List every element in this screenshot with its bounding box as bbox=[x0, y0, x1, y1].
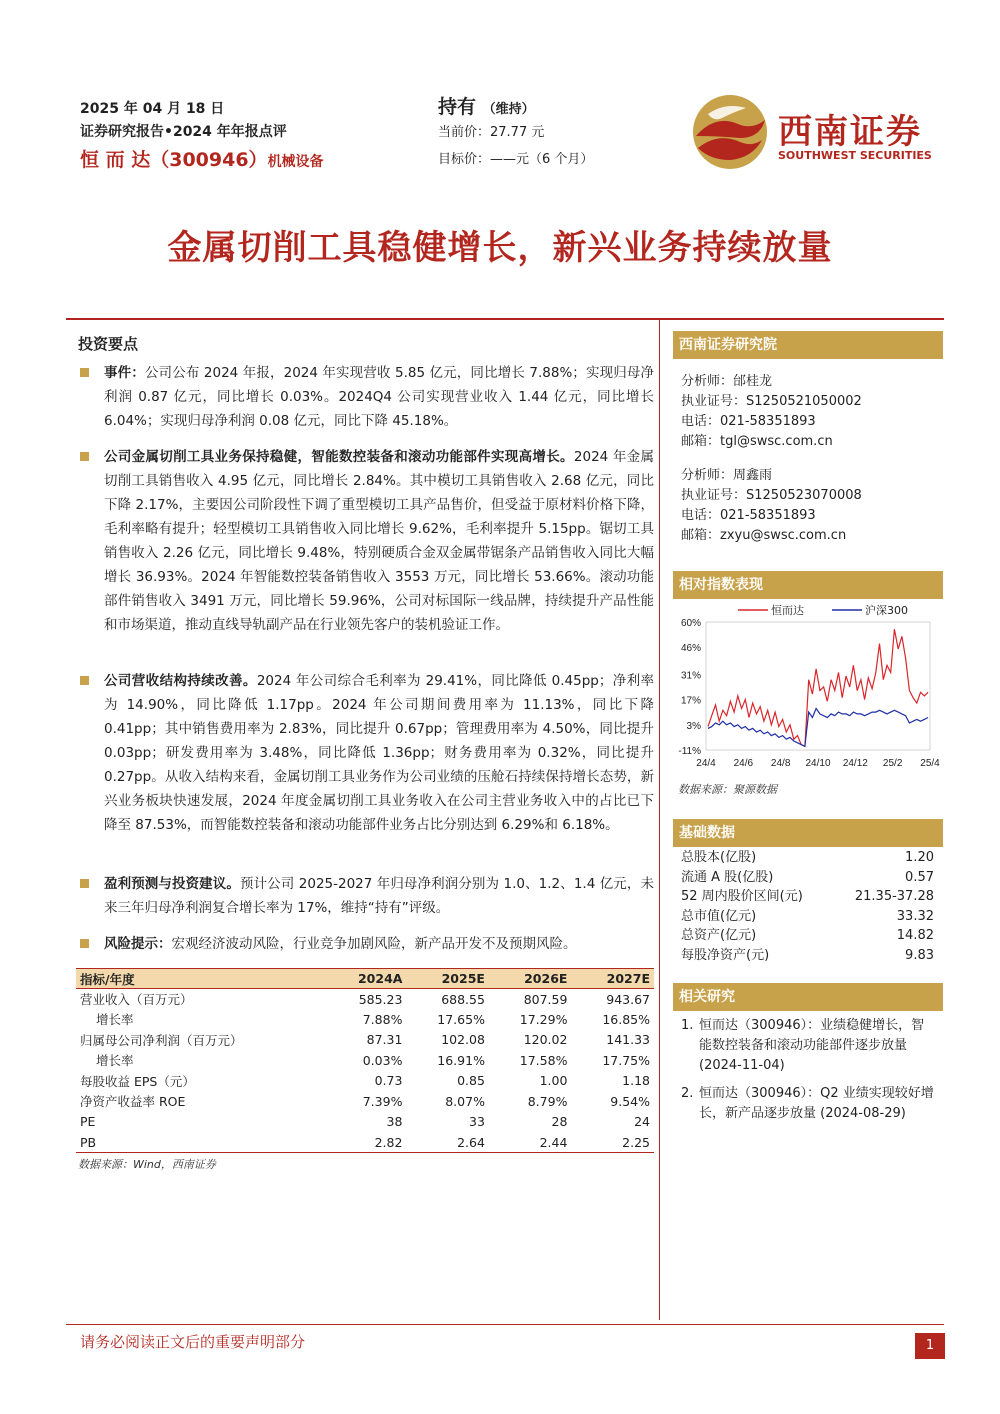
table-cell: 17.75% bbox=[602, 1052, 650, 1068]
basic-data-list bbox=[681, 848, 934, 965]
stock-name: 恒 而 达（300946） bbox=[80, 149, 268, 171]
table-row bbox=[76, 1132, 654, 1153]
investment-points-label: 投资要点 bbox=[78, 335, 139, 353]
rating: 持有 bbox=[438, 96, 477, 118]
bullet-icon bbox=[80, 368, 89, 377]
page-number: 1 bbox=[915, 1333, 945, 1359]
stock-name-line bbox=[80, 145, 324, 172]
basic-label: 流通 A 股(亿股) bbox=[681, 869, 774, 885]
table-cell: 688.55 bbox=[441, 991, 485, 1007]
institute-header: 西南证券研究院 bbox=[673, 331, 943, 359]
y-tick-label: -11% bbox=[678, 746, 701, 757]
list-item bbox=[681, 887, 934, 907]
x-tick-label: 24/6 bbox=[733, 758, 754, 769]
point-business bbox=[80, 445, 654, 637]
basic-value: 21.35-37.28 bbox=[854, 889, 934, 904]
industry: 机械设备 bbox=[267, 154, 324, 170]
table-cell: 2.25 bbox=[571, 1132, 654, 1153]
logo-text-en: SOUTHWEST SECURITIES bbox=[778, 149, 932, 162]
table-header: 2024A bbox=[329, 969, 407, 989]
table-cell: 2.82 bbox=[329, 1132, 407, 1153]
current-price: 当前价：27.77 元 bbox=[438, 125, 545, 140]
x-tick-label: 24/10 bbox=[805, 758, 831, 769]
legend-label-index: 沪深300 bbox=[865, 604, 908, 617]
row-label: 增长率 bbox=[96, 1012, 134, 1028]
analyst-2 bbox=[681, 466, 862, 546]
logo-text-cn: 西南证券 bbox=[778, 112, 922, 152]
list-item bbox=[681, 926, 934, 946]
table-cell: 120.02 bbox=[523, 1032, 568, 1048]
point-lead: 公司金属切削工具业务保持稳健，智能数控装备和滚动功能部件实现高增长。 bbox=[104, 449, 574, 465]
related-research-list bbox=[681, 1016, 936, 1132]
table-row bbox=[76, 1112, 654, 1133]
point-text: 预计公司 2025-2027 年归母净利润分别为 1.0、1.2、1.4 亿元，未来三年归母净利润复合增长率为 17%，维持“持有”评级。 bbox=[104, 876, 654, 916]
bullet-icon bbox=[80, 452, 89, 461]
table-header-row bbox=[76, 969, 654, 989]
point-text: 2024 年金属切削工具销售收入 4.95 亿元，同比增长 2.84%。其中模切工具销售收入 2.68 亿元，同比下降 2.17%，主要因公司阶段性下调了重型模切工具产品售价，但受益于原材料价格下降，毛利率略有提升；轻型模切工具销售收入同比增长 9.62%，毛利率提升 5.15pp。锯切工具销售收入 2.26 亿元，同比增长 9.48%，特别硬质合金双金属带锯条产品销售收入同比大幅增长 36.93%。2024 年智能数控装备销售收入 3553 万元，同比增长 53.66%。滚动功能部件销售收入 3491 万元，同比增长 59.96%，公司对标国际一线品牌，持续提升产品性能和市场渠道，推动直线导轨副产品在行业领先客户的装机验证工作。 bbox=[104, 449, 654, 633]
list-item bbox=[681, 946, 934, 966]
basic-value: 9.83 bbox=[905, 947, 934, 963]
table-cell: 8.79% bbox=[527, 1093, 568, 1109]
item-number: 2. bbox=[681, 1086, 694, 1101]
x-tick-label: 24/4 bbox=[696, 758, 716, 769]
analyst-email: 邮箱：zxyu@swsc.com.cn bbox=[681, 528, 847, 543]
table-cell: 1.00 bbox=[539, 1073, 568, 1089]
analyst-phone: 电话：021-58351893 bbox=[681, 414, 816, 429]
table-cell: 33 bbox=[469, 1114, 485, 1130]
row-label: PB bbox=[76, 1132, 329, 1153]
table-header: 指标/年度 bbox=[76, 969, 329, 989]
title-divider bbox=[66, 318, 944, 320]
list-item bbox=[681, 868, 934, 888]
analyst-name: 分析师：周鑫雨 bbox=[681, 468, 773, 483]
point-risk bbox=[80, 932, 654, 956]
relative-chart-header: 相对指数表现 bbox=[673, 571, 943, 599]
list-item bbox=[681, 1016, 936, 1076]
table-header: 2027E bbox=[571, 969, 654, 989]
basic-data-header: 基础数据 bbox=[673, 819, 943, 847]
basic-label: 总资产(亿元) bbox=[681, 928, 757, 943]
series-line-stock bbox=[708, 629, 928, 746]
table-row bbox=[76, 1050, 654, 1071]
item-number: 1. bbox=[681, 1018, 694, 1033]
table-cell: 17.65% bbox=[437, 1011, 485, 1027]
table-cell: 0.85 bbox=[457, 1073, 485, 1089]
table-cell: 141.33 bbox=[606, 1032, 650, 1048]
table-cell: 17.58% bbox=[519, 1052, 568, 1068]
table-cell: 24 bbox=[634, 1114, 650, 1130]
table-cell: 2.44 bbox=[489, 1132, 572, 1153]
rating-line bbox=[438, 92, 535, 119]
table-cell: 17.29% bbox=[519, 1011, 568, 1027]
row-label: PE bbox=[80, 1114, 96, 1130]
chart-source-note: 数据来源：聚源数据 bbox=[678, 783, 777, 796]
table-cell: 8.07% bbox=[445, 1093, 485, 1109]
table-header: 2026E bbox=[489, 969, 572, 989]
x-tick-label: 24/12 bbox=[842, 758, 868, 769]
basic-label: 52 周内股价区间(元) bbox=[681, 889, 803, 904]
financial-forecast-table bbox=[76, 968, 654, 1153]
point-event bbox=[80, 361, 654, 433]
y-tick-label: 31% bbox=[680, 670, 701, 682]
table-cell: 16.91% bbox=[437, 1052, 485, 1068]
list-item bbox=[681, 848, 934, 868]
report-date: 2025 年 04 月 18 日 bbox=[80, 101, 225, 117]
point-lead: 事件： bbox=[104, 365, 145, 381]
table-cell: 585.23 bbox=[358, 991, 403, 1007]
table-cell: 2.64 bbox=[406, 1132, 489, 1153]
target-price: 目标价：——元（6 个月） bbox=[438, 152, 594, 167]
table-row bbox=[76, 1030, 654, 1051]
rating-note: （维持） bbox=[482, 102, 535, 117]
table-row bbox=[76, 1091, 654, 1112]
table-cell: 38 bbox=[386, 1114, 403, 1130]
related-research-header: 相关研究 bbox=[673, 983, 943, 1011]
report-title: 金属切削工具稳健增长，新兴业务持续放量 bbox=[167, 228, 833, 268]
point-lead: 公司营收结构持续改善。 bbox=[104, 673, 257, 689]
analyst-email: 邮箱：tgl@swsc.com.cn bbox=[681, 434, 833, 449]
table-cell: 28 bbox=[551, 1114, 568, 1130]
y-tick-label: 60% bbox=[680, 618, 701, 629]
table-header: 2025E bbox=[406, 969, 489, 989]
table-row bbox=[76, 989, 654, 1010]
y-tick-label: 3% bbox=[686, 720, 701, 732]
row-label: 增长率 bbox=[96, 1053, 134, 1069]
table-cell: 7.39% bbox=[362, 1093, 403, 1109]
table-cell: 1.18 bbox=[622, 1073, 650, 1089]
analyst-phone: 电话：021-58351893 bbox=[681, 508, 816, 523]
basic-value: 33.32 bbox=[896, 908, 934, 924]
table-cell: 7.88% bbox=[362, 1011, 403, 1027]
point-text: 宏观经济波动风险，行业竞争加剧风险，新产品开发不及预期风险。 bbox=[171, 936, 577, 952]
list-item bbox=[681, 1084, 936, 1124]
list-item bbox=[681, 907, 934, 927]
table-cell: 943.67 bbox=[606, 991, 650, 1007]
bullet-icon bbox=[80, 676, 89, 685]
analyst-1 bbox=[681, 372, 862, 452]
bullet-icon bbox=[80, 939, 89, 948]
basic-value: 14.82 bbox=[896, 928, 934, 943]
report-type: 证券研究报告•2024 年年报点评 bbox=[80, 124, 287, 140]
row-label: 每股收益 EPS（元） bbox=[80, 1073, 195, 1089]
basic-value: 0.57 bbox=[905, 869, 934, 885]
point-forecast bbox=[80, 872, 654, 920]
footer-divider bbox=[66, 1324, 944, 1325]
y-tick-label: 17% bbox=[680, 695, 701, 707]
southwest-securities-logo-icon bbox=[690, 92, 770, 172]
basic-label: 总股本(亿股) bbox=[681, 850, 757, 865]
x-tick-label: 25/4 bbox=[920, 758, 940, 769]
bullet-icon bbox=[80, 879, 89, 888]
basic-label: 总市值(亿元) bbox=[681, 908, 757, 924]
analyst-license: 执业证号：S1250521050002 bbox=[681, 394, 862, 409]
point-text: 公司公布 2024 年报，2024 年实现营收 5.85 亿元，同比增长 7.88%；实现归母净利润 0.87 亿元，同比增长 0.03%。2024Q4 公司实现营业收入 1.44 亿元，同比增长 6.04%；实现归母净利润 0.08 亿元，同比下降 45.18%。 bbox=[104, 365, 655, 429]
point-text: 2024 年公司综合毛利率为 29.41%，同比降低 0.45pp；净利率为 14.90%，同比降低 1.17pp。2024 年公司期间费用率为 11.13%，同比下降 0.41pp；其中销售费用率为 2.83%，同比提升 0.67pp；管理费用率为 4.50%，同比提升 0.03pp；研发费用率为 3.48%，同比降低 1.36pp；财务费用率为 0.32%，同比提升 0.27pp。从收入结构来看，金属切削工具业务作为公司业绩的压舱石持续保持增长态势，新兴业务板块快速发展，2024 年度金属切削工具业务收入在公司主营业务收入中的占比已下降至 87.53%，而智能数控装备和滚动功能部件业务占比分别达到 6.29%和 6.18%。 bbox=[104, 673, 655, 833]
table-cell: 0.03% bbox=[362, 1052, 403, 1068]
x-tick-label: 24/8 bbox=[770, 758, 791, 769]
item-text: 恒而达（300946）：Q2 业绩实现较好增长，新产品逐步放量 (2024-08-29) bbox=[699, 1086, 934, 1121]
table-row bbox=[76, 1071, 654, 1092]
table-cell: 9.54% bbox=[610, 1093, 650, 1109]
table-cell: 16.85% bbox=[602, 1011, 650, 1027]
table-row bbox=[76, 1009, 654, 1030]
footer-disclaimer: 请务必阅读正文后的重要声明部分 bbox=[80, 1333, 306, 1351]
point-structure bbox=[80, 669, 654, 837]
point-lead: 盈利预测与投资建议。 bbox=[104, 876, 240, 892]
y-tick-label: 46% bbox=[680, 643, 701, 655]
table-cell: 87.31 bbox=[366, 1032, 403, 1048]
item-text: 恒而达（300946）：业绩稳健增长，智能数控装备和滚动功能部件逐步放量 (2024-11-04) bbox=[699, 1018, 925, 1073]
table-cell: 0.73 bbox=[374, 1073, 403, 1089]
basic-value: 1.20 bbox=[905, 850, 934, 865]
relative-index-chart bbox=[672, 600, 944, 772]
x-tick-label: 25/2 bbox=[882, 758, 903, 769]
point-lead: 风险提示： bbox=[104, 936, 172, 952]
table-cell: 102.08 bbox=[441, 1032, 485, 1048]
row-label: 营业收入（百万元） bbox=[80, 992, 193, 1007]
legend-label-stock: 恒而达 bbox=[771, 604, 804, 617]
column-divider bbox=[659, 320, 660, 1320]
table-cell: 807.59 bbox=[523, 991, 568, 1007]
series-line-index bbox=[708, 709, 928, 747]
analyst-name: 分析师：邰桂龙 bbox=[681, 374, 773, 389]
basic-label: 每股净资产(元) bbox=[681, 947, 770, 963]
analyst-license: 执业证号：S1250523070008 bbox=[681, 488, 862, 503]
table-source-note: 数据来源：Wind，西南证券 bbox=[78, 1158, 216, 1171]
row-label: 净资产收益率 ROE bbox=[80, 1094, 186, 1110]
row-label: 归属母公司净利润（百万元） bbox=[80, 1032, 243, 1048]
